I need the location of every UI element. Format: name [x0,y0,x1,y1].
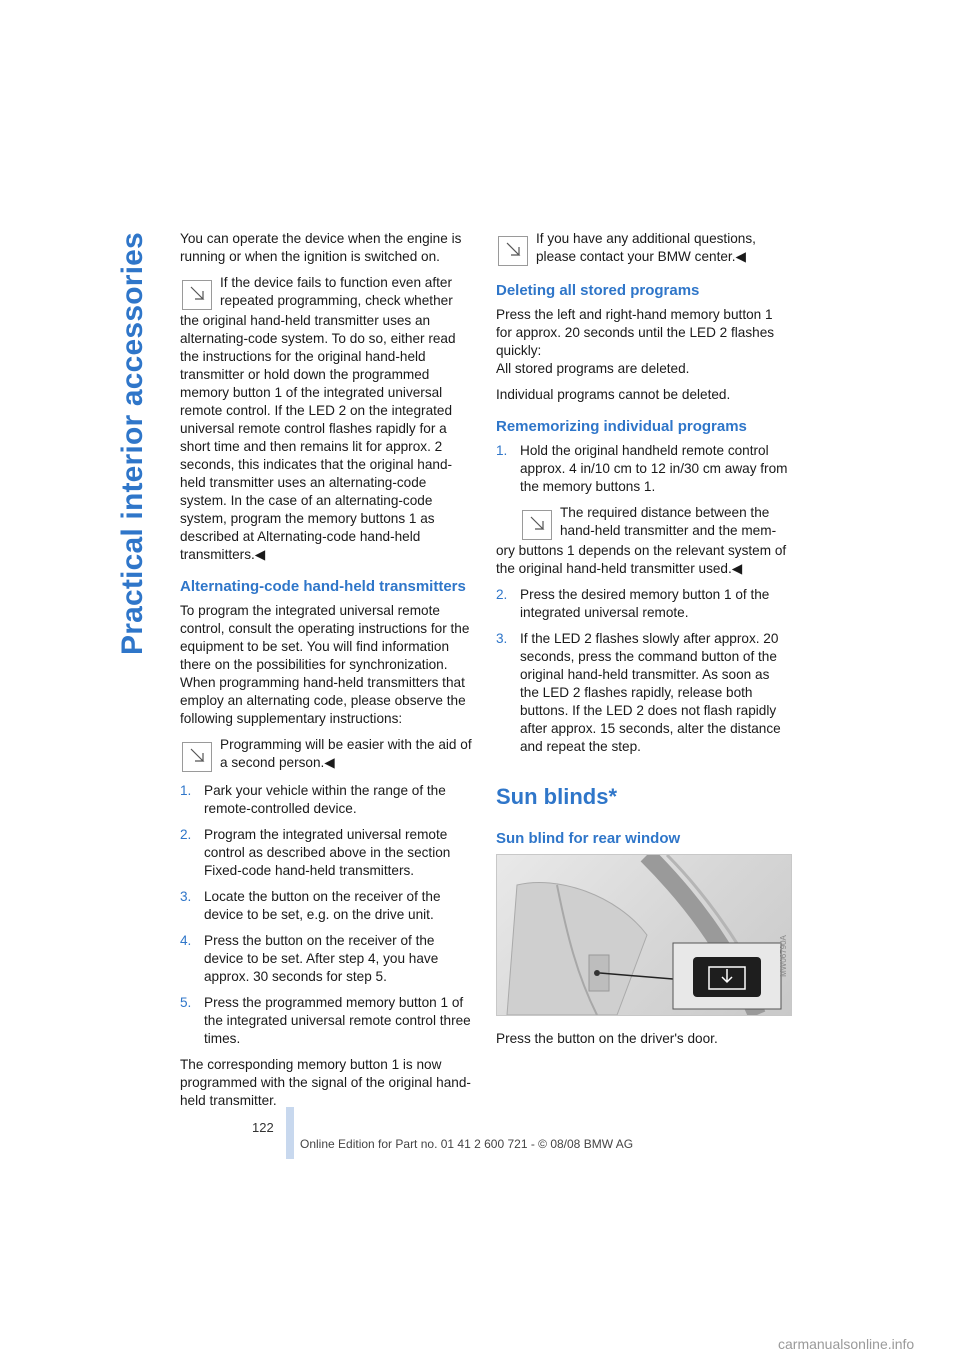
rememorize-steps-list-continued [496,586,792,756]
page-number: 122 [252,1120,274,1135]
note-arrow-icon [498,236,528,266]
note-text: If you have any additional questions, please contact your BMW center.◀ [536,231,756,264]
note-arrow-icon [522,510,552,540]
list-item [180,888,476,924]
list-item [180,826,476,880]
alt-paragraph-1: To program the integrated universal remote control, consult the operating instructions for the equipment to be set. You will find information there on the possibilities for synchronization. [180,603,470,672]
programming-steps-list [180,782,476,1048]
step-text: Press the button on the receiver of the device to be set. After step 4, you have approx. 30 seconds for step 5. [204,933,439,984]
watermark: carmanualsonline.info [778,1336,915,1352]
step-number: 3. [496,631,508,646]
list-item [180,932,476,986]
note-text: Programming will be easier with the aid of a second person.◀ [220,737,472,770]
right-column [496,230,792,1056]
note-block [180,274,476,564]
note-text-rest: the original hand-held transmitter uses an alternating-code system. To do so, either read the instructions for the original hand-held transmitter or hold down the programmed memory button 1 of the integrated universal remote control. If the LED 2 on the integrated universal remote control flashes rapidly for a short time and then remains lit for approx. 2 seconds, this indicates that the original hand-held transmitter uses an alternating-code system. In the case of an alternating-code system, program the memory buttons 1 as described at Alternating-code hand-held transmitters.◀ [180,313,456,562]
note-block [520,504,792,540]
footer-edition: Online Edition for Part no. 01 41 2 600 721 - © 08/08 BMW AG [300,1137,634,1151]
delete-paragraph-1: Press the left and right-hand memory button 1 for approx. 20 seconds until the LED 2 flashes quickly: [496,307,775,358]
intro-paragraph: You can operate the device when the engine is running or when the ignition is switched on. [180,231,462,264]
step-number: 2. [180,827,192,842]
figure-code: MW06790A [779,935,789,977]
delete-paragraph-3: Individual programs cannot be deleted. [496,387,731,402]
step-number: 5. [180,995,192,1010]
step-text: Program the integrated universal remote control as described above in the section Fixed-code hand-held transmitters. [204,827,451,878]
list-item [180,782,476,818]
list-item [496,630,792,756]
step-number: 3. [180,889,192,904]
note-text-first: If the device fails to function even after repeated programming, check whether [220,275,453,308]
note-text-rest: ory buttons 1 depends on the relevant system of the original hand-held transmitter used.◀ [496,543,787,576]
list-item [496,586,792,622]
step-number: 4. [180,933,192,948]
note-block [180,736,476,774]
alt-paragraph-2: When programming hand-held transmitters that employ an alternating code, please observe the following supplementary instructions: [180,675,466,726]
figure-caption: Press the button on the driver's door. [496,1031,718,1046]
step-text: Hold the original handheld remote control approx. 4 in/10 cm to 12 in/30 cm away from the memory buttons 1. [520,443,788,494]
heading-deleting: Deleting all stored programs [496,282,700,299]
note-block [496,230,792,268]
step-text: Locate the button on the receiver of the device to be set, e.g. on the drive unit. [204,889,441,922]
door-panel-drawing [497,855,791,1015]
door-panel-illustration [496,854,792,1016]
step-number: 2. [496,587,508,602]
rememorize-steps-list [496,442,792,496]
heading-alternating-code: Alternating-code hand-held transmitters [180,578,466,595]
sidebar-section-title: Practical interior accessories [116,232,149,655]
heading-rememorizing: Rememorizing individual programs [496,418,747,435]
step-text: Press the programmed memory button 1 of the integrated universal remote control three times. [204,995,471,1046]
step-text: Park your vehicle within the range of the remote-controlled device. [204,783,446,816]
step-number: 1. [496,443,508,458]
step-number: 1. [180,783,192,798]
list-item [180,994,476,1048]
heading-rear-window: Sun blind for rear window [496,830,681,847]
footer-bar [286,1107,294,1159]
step-text: Press the desired memory button 1 of the integrated universal remote. [520,587,770,620]
left-column [180,230,476,1118]
outro-paragraph: The corresponding memory button 1 is now programmed with the signal of the original hand-held transmitter. [180,1057,471,1108]
list-item [496,442,792,496]
note-arrow-icon [182,742,212,772]
delete-paragraph-2: All stored programs are deleted. [496,361,690,376]
note-arrow-icon [182,280,212,310]
note-text-first: The required distance between the hand-held transmitter and the mem- [560,505,777,538]
heading-sun-blinds: Sun blinds* [496,784,617,809]
step-text: If the LED 2 flashes slowly after approx. 20 seconds, press the command button of the original hand-held transmitter. As soon as the LED 2 flashes rapidly, release both buttons. If the LED 2 does not flash rapidly after approx. 15 seconds, alter the distance and repeat the step. [520,631,781,754]
